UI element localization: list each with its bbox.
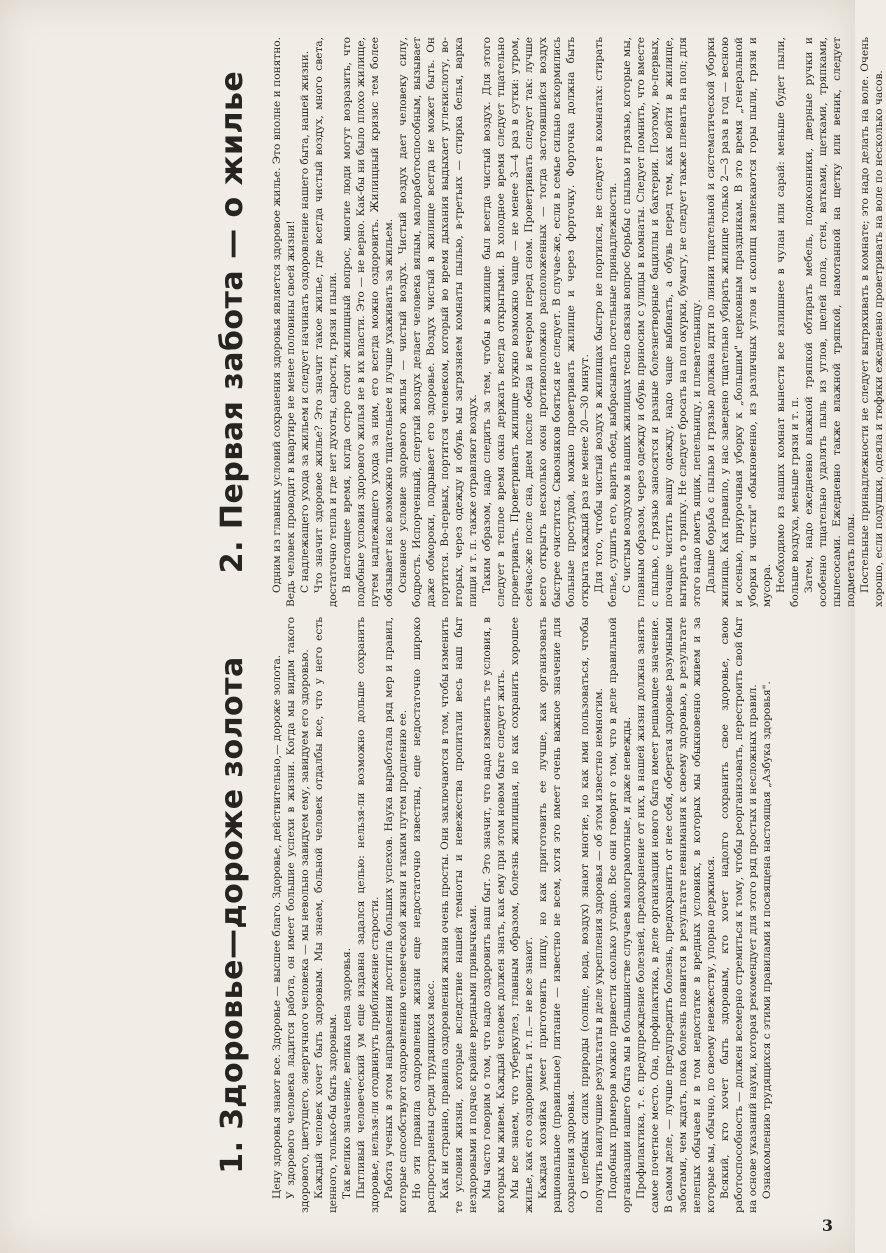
paragraph: Затем, надо ежедневно влажной тряпкой обтирать мебель, подоконники, дверные ручки и особенно тщательно удалять пыль из углов, щелей пола, стен, ватками, щетками, тряпками, пылесосами. Ежедневно также влажной тряпкой, намотанной на щетку или веник, следует подметать полы. bbox=[803, 37, 857, 607]
section-1-body bbox=[270, 617, 774, 1213]
paragraph: О целебных силах природы (солнце, вода, воздух) знают многие, но как ими пользоваться, чтобы получить наилучшие результаты в деле укрепления здоровья — об этом известно немногим. bbox=[579, 617, 605, 1213]
paragraph: Что значит здоровое жилье? Это значит такое жилье, где всегда чистый воздух, много света, достаточно тепла и где нет духоты, сырости, грязи и пыли. bbox=[313, 37, 339, 607]
paragraph: Но эти правила оздоровления жизни еще недостаточно известны, еще недостаточно широко распространены среди трудящихся масс. bbox=[411, 617, 437, 1213]
section-1-title: 1. Здоровье—дороже золота bbox=[215, 656, 250, 1174]
paragraph: Одним из главных условий сохранения здоровья является здоровое жилье. Это вполне и понятно. Ведь человек проводит в квартире не менее половины своей жизни! bbox=[271, 37, 297, 607]
paragraph: Пытливый человеческий ум еще издавна задался целью: нельзя-ли возможно дольше сохранить здоровье, нельзя-ли отодвинуть приближение старости. bbox=[355, 617, 381, 1213]
paragraph: У здорового человека ладится работа, он имеет большие успехи в жизни. Когда мы видим такого здорового, цветущего, энергичного человека — мы невольно завидуем ему, завидуем его здоровью. bbox=[285, 617, 311, 1213]
paragraph: В настоящее время, когда остро стоит жилищный вопрос, многие люди могут возразить, что подобные условия здорового жилья не в их власти. Это — не верно. Как-бы ни было плохо жилище, путем надлежащего ухода за ним, его всегда можно оздоровить. Жилищный кризис тем более обязывает нас возможно тщательнее и лучше ухаживать за жильем. bbox=[341, 37, 395, 607]
paragraph: С чистым воздухом в наших жилищах тесно связан вопрос борьбы с пылью и грязью, которые мы, главным образом, через одежду и обувь приносим с улицы в комнаты. Следует помнить, что вместе с пылью, с грязью заносятся и разные болезнетворные бациллы и бактерии. Поэтому, во-первых, почаще чистить вашу одежду, надо чаще выбивать, а обувь перед тем, как войти в жилище, вытирать о тряпку. Не следует бросать на пол окурки, бумагу, не следует также плевать на пол; для этого надо иметь ящик, пепельницу, и плевательницу. bbox=[621, 37, 703, 607]
section-2-body bbox=[270, 37, 886, 607]
paragraph: Мы все знаем, что туберкулез, главным образом, болезнь жилищная, но как сохранить хорошее жилье, как его оздоровить и т. п.— не все знают. bbox=[509, 617, 535, 1213]
paragraph: Каждый человек хочет быть здоровым. Мы знаем, больной человек отдалбы все, что у него есть ценного, только-бы быть здоровым. bbox=[313, 617, 339, 1213]
paragraph: Цену здоровья знают все. Здоровье — высшее благо. Здоровье, действительно,— дороже золота. bbox=[271, 654, 283, 1199]
paragraph: Каждая хозяйка умеет приготовить пищу, но как приготовить ее лучше, как организовать рациональное (правильное) питание — известно не всем, хотя это имеет очень важное значение для сохранения здоровья. bbox=[537, 617, 577, 1213]
section-1 bbox=[0, 617, 800, 1213]
paragraph: Ознакомлению трудящихся с этими правилами и посвящена настоящая „Азбука здоровья". bbox=[761, 681, 773, 1199]
paragraph: Профилактика, т. е. предупреждение болезней, предохранение от них, в нашей жизни должна занять самое почетное место. Она, профилактика, в деле организации нового быта имеет решающее значение. В самом деле, — лучше предупредить болезнь, предохранить от нее себя, оберегая здоровье разумными заботами, чем ждать, пока болезнь появится в результате невнимания к своему здоровью, в результате нелепых обычаев и в том недостатке в вредных условиях, в которых мы обыкновенно живем и за которые мы, обычно, по своему невежеству, упорно держимся. bbox=[635, 617, 717, 1213]
paragraph: Мы часто говорим о том, что надо оздоровить наш быт. Это значит, что надо изменить те условия, в которых мы живем. Каждый человек должен знать, как ему при этом новом быте следует жить. bbox=[481, 617, 507, 1213]
paragraph: С надлежащего ухода за жильем и следует начинать оздоровление нашего быта, нашей жизни. bbox=[299, 50, 311, 593]
page-number: 3 bbox=[821, 1216, 833, 1235]
paragraph: Таким образом, надо следить за тем, чтобы в жилище был всегда чистый воздух. Для этого следует в теплое время окна держать всегда открытыми. В холодное время следует тщательно проветривать. Проветривать жилище нужно возможно чаще — не менее 3—4 раз в сутки: утром, сейчас-же после сна, днем после обеда и вечером перед сном. Проветривать следует так: лучше всего открыть несколько окон противоположно расположенных — тогда застоявшийся воздух быстрее очистится. Сквозняков бояться не следует. В случае-же, если в семье сильно вскормились больные простудой, можно проветривать жилище и через форточку. Форточка должна быть открыта каждый раз не менее 20—30 минут. bbox=[481, 37, 591, 607]
paragraph: Подобных примеров можно привести сколько угодно. Все они говорят о том, что в деле правильной организации нашего быта мы в большинстве случаев малограмотные, и даже невежды. bbox=[607, 617, 633, 1213]
paragraph: Дальше борьба с пылью и грязью должна идти по линии тщательной и систематической уборки жилища. Как правило, у нас заведено тщательно убирать жилище только 2—3 раза в год — весною и осенью, приурочивая уборку к „большим" церковным праздникам. В это время „генеральной уборки и чистки" обыкновенно, из различных углов и скопищ извлекаются горы пыли, грязи и мусора. bbox=[705, 37, 773, 607]
section-2-title: 2. Первая забота — о жилье bbox=[215, 70, 250, 574]
paragraph: Как ни странно, правила оздоровления жизни очень просты. Они заключаются в том, чтобы изменить те условия жизни, которые вследствие нашей темноты и невежества пропитали весь наш быт нездоровыми и подчас крайне вредными привычками. bbox=[439, 617, 479, 1213]
section-2 bbox=[0, 37, 885, 607]
paragraph: Постельные принадлежности не следует вытряхивать в комнате; это надо делать на воле. Очень хорошо, если подушки, одеяла и тюфяки ежедневно проветривать на воле по несколько часов. bbox=[859, 37, 885, 607]
paragraph: Необходимо из наших комнат вынести все излишнее в чулан или сарай: меньше будет пыли, больше воздуха, меньше грязи и т. п. bbox=[775, 37, 801, 607]
paragraph: Всякий, кто хочет быть здоровым, кто хочет надолго сохранить свое здоровье, свою работоспособность — должен всемерно стремиться к тому, чтобы реорганизовать, перестроить свой быт на основе указаний науки, которая рекомендует для этого ряд простых и несложных правил. bbox=[719, 617, 759, 1213]
paragraph: Для того, чтобы чистый воздух в жилищах быстро не портился, не следует в комнатах: стирать белье, сушить его, варить обед, выбрасывать постельные принадлежности. bbox=[593, 37, 619, 607]
paragraph: Так велико значение, велика цена здоровья. bbox=[341, 947, 353, 1199]
paragraph: Работа ученых в этом направлении достигла больших успехов. Наука выработала ряд мер и правил, которые способствуют оздоровлению человеческой жизни и таким путем продлению ее. bbox=[383, 617, 409, 1213]
paragraph: Основное условие здорового жилья — чистый воздух. Чистый воздух дает человеку силу, бодрость. Испорченный, спертый воздух делает человека вялым, малоработоспособным, вызывает даже обмороки, подрывает его здоровье. Воздух чистый в жилище всегда не может быть. Он портится. Во-первых, портится человеком, который во время дыхания выдыхает углекислоту, во-вторых, через одежду и обувь мы загрязняем комнаты пылью, в-третьих — стирка белья, варка пищи и т. п. также отравляют воздух. bbox=[397, 37, 479, 607]
